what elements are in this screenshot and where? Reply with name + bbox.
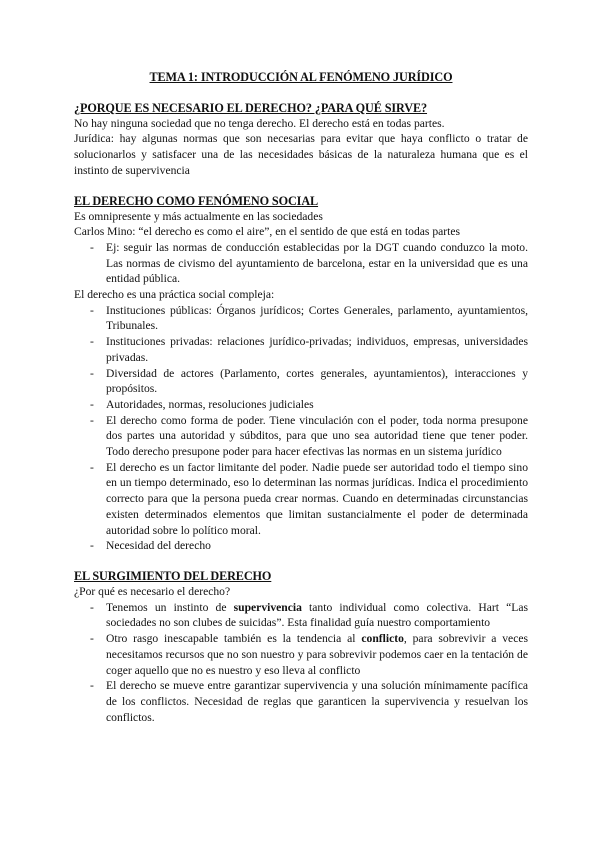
document-page bbox=[74, 70, 528, 725]
text-run: tanto individual como colectiva. Hart “Las sociedades no son clubes de suicidas”. Esta finalidad guía nuestro comportamiento bbox=[106, 600, 528, 630]
example-list bbox=[74, 240, 528, 287]
section-why-law bbox=[74, 100, 528, 179]
bullet-list bbox=[74, 303, 528, 554]
list-item: - El derecho como forma de poder. Tiene vinculación con el poder, toda norma presupone dos partes una autoridad y súbditos, para que uno sea autoridad tiene que tener poder. Todo derecho presupone poder para hacer efectivas las normas en un sistema jurídico bbox=[90, 413, 528, 460]
document-title: TEMA 1: INTRODUCCIÓN AL FENÓMENO JURÍDICO bbox=[149, 70, 453, 84]
list-item: - Necesidad del derecho bbox=[90, 538, 528, 554]
text-run: Tenemos un instinto de bbox=[106, 600, 234, 614]
text-run: , para sobrevivir a veces necesitamos recursos que no son nuestro y para sobrevivir podemos caer en la tentación de coger aquello que no es nuestro y eso lleva al conflicto bbox=[106, 632, 529, 677]
list-item: - El derecho es un factor limitante del poder. Nadie puede ser autoridad todo el tiempo sino en un tiempo determinado, eso lo determinan las normas jurídicas. Indica el procedimiento correcto para que la persona pueda crear normas. Cuando en determinadas circunstancias existen determinados elementos que limitan sustancialmente el poder de determinada autoridad sobre lo político moral. bbox=[90, 460, 528, 539]
bold-term: conflicto bbox=[361, 632, 404, 646]
list-item: - Ej: seguir las normas de conducción establecidas por la DGT cuando conduzco la moto. Las normas de civismo del ayuntamiento de barcelona, estar en la universidad que es una entidad pública. bbox=[90, 240, 528, 287]
section-heading-social-phenomenon: EL DERECHO COMO FENÓMENO SOCIAL bbox=[74, 193, 319, 208]
section-heading-origin-of-law: EL SURGIMIENTO DEL DERECHO bbox=[74, 568, 272, 583]
list-item bbox=[90, 600, 528, 631]
paragraph: No hay ninguna sociedad que no tenga derecho. El derecho está en todas partes. bbox=[74, 116, 445, 130]
list-item: - Instituciones públicas: Órganos jurídicos; Cortes Generales, parlamento, ayuntamientos, Tribunales. bbox=[90, 303, 528, 334]
paragraph: Carlos Mino: “el derecho es como el aire”, en el sentido de que está en todas partes bbox=[74, 225, 460, 239]
section-origin-of-law bbox=[74, 568, 528, 725]
bullet-list bbox=[74, 600, 528, 726]
list-item: - Autoridades, normas, resoluciones judiciales bbox=[90, 397, 528, 413]
paragraph: El derecho es una práctica social compleja: bbox=[74, 288, 275, 302]
bold-term: supervivencia bbox=[233, 600, 302, 614]
section-heading-why-law: ¿PORQUE ES NECESARIO EL DERECHO? ¿PARA QUÉ SIRVE? bbox=[74, 100, 428, 115]
list-item bbox=[90, 631, 528, 678]
paragraph: Es omnipresente y más actualmente en las sociedades bbox=[74, 209, 323, 223]
section-social-phenomenon bbox=[74, 193, 528, 554]
paragraph: Jurídica: hay algunas normas que son necesarias para evitar que haya conflicto o tratar de solucionarlos y satisfacer una de las necesidades básicas de la naturaleza humana que es el instinto de supervivencia bbox=[74, 132, 528, 177]
list-item: - Diversidad de actores (Parlamento, cortes generales, ayuntamientos), interacciones y propósitos. bbox=[90, 366, 528, 397]
list-item: - El derecho se mueve entre garantizar supervivencia y una solución mínimamente pacífica de los conflictos. Necesidad de reglas que garanticen la supervivencia y resuelvan los conflictos. bbox=[90, 678, 528, 725]
list-item: - Instituciones privadas: relaciones jurídico-privadas; individuos, empresas, universidades privadas. bbox=[90, 334, 528, 365]
text-run: Otro rasgo inescapable también es la tendencia al bbox=[106, 632, 362, 646]
paragraph: ¿Por qué es necesario el derecho? bbox=[74, 584, 231, 598]
